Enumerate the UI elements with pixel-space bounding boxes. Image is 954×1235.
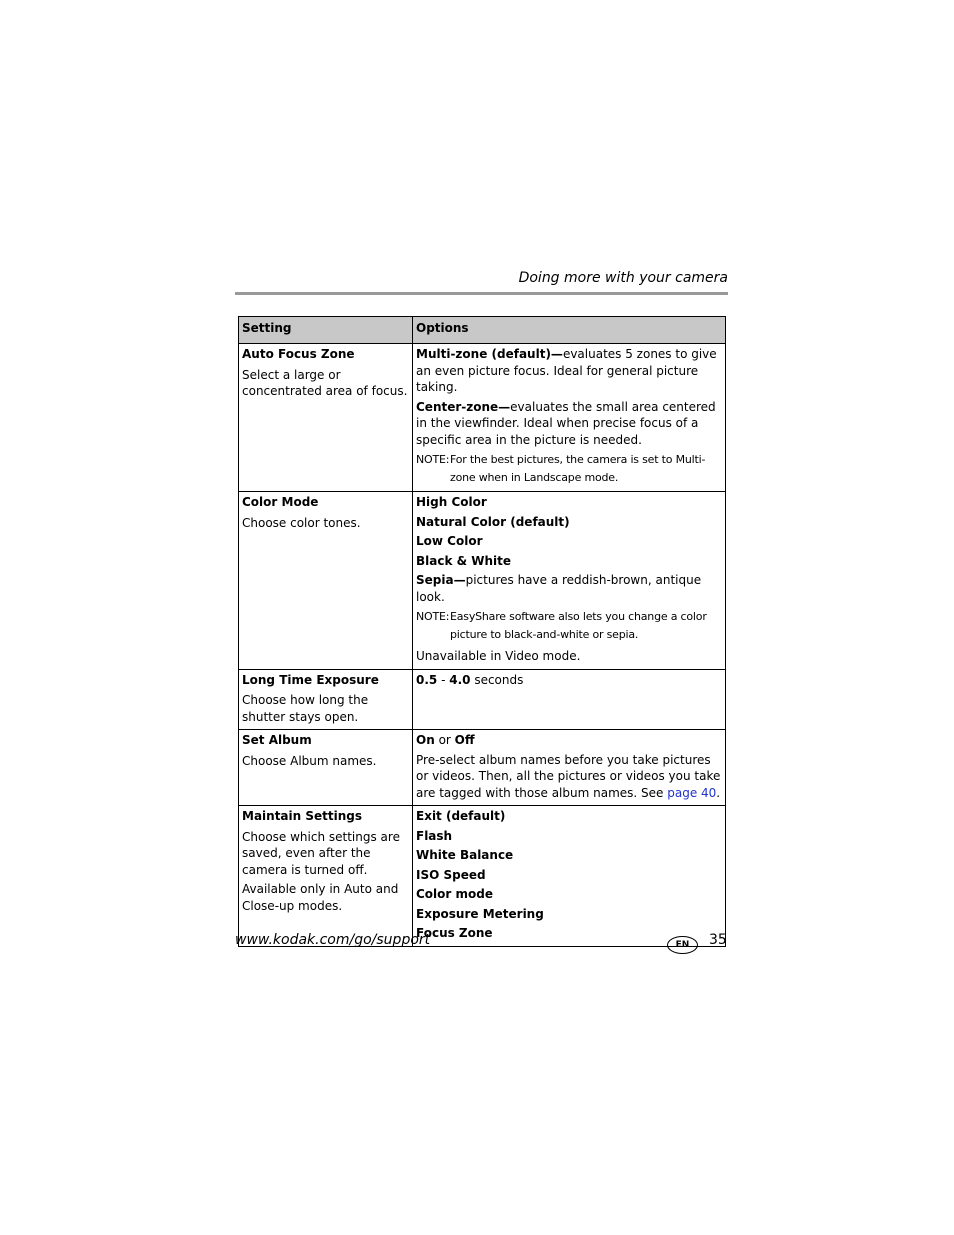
page-number: 35 [709, 932, 727, 948]
table-row [239, 344, 726, 492]
setting-cell [239, 344, 413, 492]
option-label: Multi-zone (default)— [416, 347, 563, 361]
language-badge: EN [667, 936, 698, 954]
note [416, 608, 722, 644]
note-text: For the best pictures, the camera is set to Multi-zone when in Landscape mode. [450, 453, 706, 484]
setting-cell [239, 669, 413, 730]
album-detail-text: Pre-select album names before you take pictures or videos. Then, all the pictures or videos you take are tagged with those album names. See [416, 752, 721, 800]
option-item: ISO Speed [416, 867, 486, 882]
option-label: Center-zone— [416, 399, 511, 414]
setting-name: Set Album [242, 733, 312, 747]
option-item [416, 732, 722, 749]
table-row [239, 492, 726, 670]
column-header-options: Options [413, 317, 726, 344]
note-label: NOTE: [416, 610, 450, 623]
page-link[interactable]: page 40 [667, 785, 717, 800]
album-detail-end: . [716, 785, 721, 800]
option-detail: pictures have a reddish-brown, antique look. [416, 573, 702, 604]
support-url[interactable]: www.kodak.com/go/support [235, 932, 431, 948]
options-cell [413, 806, 726, 947]
option-item: Exit (default) [416, 809, 506, 823]
table-header-row [239, 317, 726, 344]
options-cell [413, 492, 726, 670]
option-detail [416, 752, 722, 802]
setting-cell [239, 730, 413, 806]
setting-name: Color Mode [242, 495, 319, 509]
option-label: Sepia— [416, 573, 466, 587]
table-row [239, 730, 726, 806]
option-item [416, 672, 722, 689]
options-cell [413, 669, 726, 730]
range-max: 4.0 [449, 672, 471, 687]
settings-table [238, 316, 726, 947]
option-detail: evaluates the small area centered in the viewfinder. Ideal when precise focus of a specific area in the picture is needed. [416, 399, 716, 447]
option-or: or [434, 733, 455, 747]
setting-name: Long Time Exposure [242, 672, 379, 687]
option-item: High Color [416, 495, 487, 509]
range-unit: seconds [470, 672, 524, 687]
option-item [416, 572, 722, 605]
option-item: Exposure Metering [416, 906, 544, 921]
table-row [239, 669, 726, 730]
setting-description: Choose which settings are saved, even after the camera is turned off. [242, 829, 400, 877]
note-text: EasyShare software also lets you change a color picture to black-and-white or sepia. [450, 610, 707, 641]
header-divider [235, 292, 728, 295]
setting-description: Select a large or concentrated area of focus. [242, 367, 408, 398]
option-item: Low Color [416, 534, 483, 548]
setting-availability: Available only in Auto and Close-up modes. [242, 882, 399, 913]
setting-name: Auto Focus Zone [242, 347, 355, 361]
range-min: 0.5 [416, 672, 438, 687]
option-item [416, 346, 722, 396]
options-cell [413, 730, 726, 806]
availability-note: Unavailable in Video mode. [416, 649, 581, 663]
setting-description: Choose how long the shutter stays open. [242, 693, 369, 724]
option-item: Color mode [416, 887, 493, 901]
option-item: Focus Zone [416, 926, 493, 940]
column-header-setting: Setting [239, 317, 413, 344]
option-detail: evaluates 5 zones to give an even picture focus. Ideal for general picture taking. [416, 347, 717, 394]
option-off: Off [454, 733, 475, 747]
option-item: Flash [416, 828, 453, 843]
options-cell [413, 344, 726, 492]
setting-description: Choose Album names. [242, 753, 377, 768]
setting-cell [239, 806, 413, 947]
option-item: Black & White [416, 553, 512, 568]
option-item: White Balance [416, 848, 514, 862]
range-separator: - [437, 672, 450, 687]
page-header-title: Doing more with your camera [518, 270, 728, 286]
note-label: NOTE: [416, 453, 450, 466]
setting-cell [239, 492, 413, 670]
table-row [239, 806, 726, 947]
option-on: On [416, 733, 435, 747]
setting-name: Maintain Settings [242, 809, 363, 823]
option-item [416, 399, 722, 449]
note [416, 451, 722, 487]
setting-description: Choose color tones. [242, 515, 361, 530]
option-item: Natural Color (default) [416, 514, 570, 529]
